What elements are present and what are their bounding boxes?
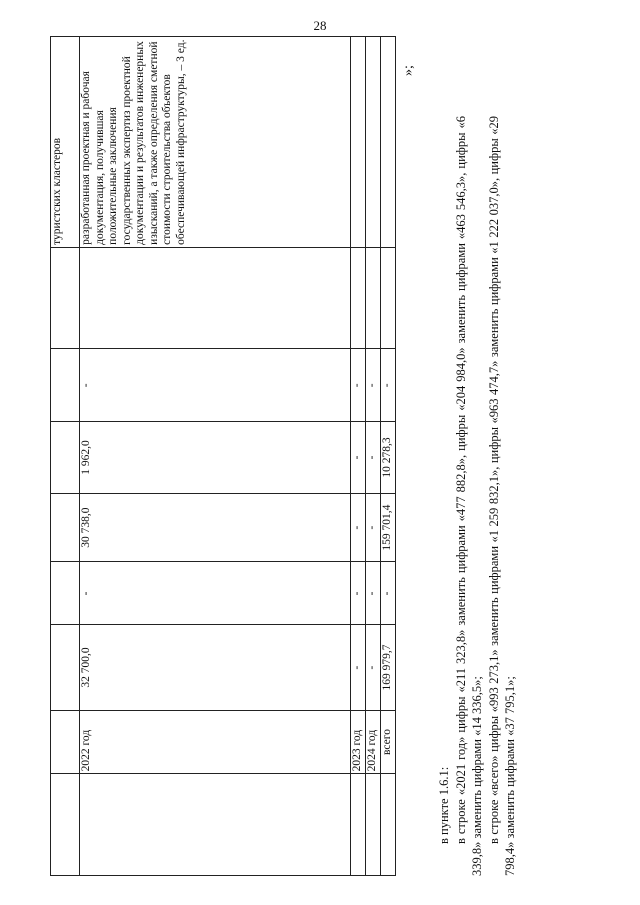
table-cell: 159 701,4 xyxy=(381,493,396,562)
table-cell: - xyxy=(366,493,381,562)
total-label: всего xyxy=(381,710,396,774)
year-cell: 2022 год xyxy=(80,710,351,774)
page-number: 28 xyxy=(313,18,327,33)
table-cell: 1 962,0 xyxy=(80,422,351,494)
table-cell: - xyxy=(351,422,366,494)
table-cell: 32 700,0 xyxy=(80,625,351,710)
table-cell: 169 979,7 xyxy=(381,625,396,710)
program-table xyxy=(50,36,396,876)
table-cell: - xyxy=(80,349,351,422)
table-cell: - xyxy=(351,625,366,710)
table-cell: - xyxy=(351,349,366,422)
table-cell: - xyxy=(366,349,381,422)
rotated-content xyxy=(50,36,570,876)
table-cell: - xyxy=(381,349,396,422)
table-cell: - xyxy=(351,493,366,562)
closing-quote: »; xyxy=(401,65,416,76)
table-cell: - xyxy=(366,422,381,494)
year-cell: 2023 год xyxy=(351,710,366,774)
paragraph: в пункте 1.6.1: xyxy=(437,766,451,844)
table-row xyxy=(80,37,351,876)
paragraph: в строке «всего» цифры «993 273,1» заменить цифрами «1 259 832,1», цифры «963 474,7» заменить цифрами «1 222 037,0», цифры «29 798,4» заменить цифрами «37 795,1»; xyxy=(486,116,517,876)
year-cell: 2024 год xyxy=(366,710,381,774)
table-cell: - xyxy=(80,562,351,625)
amendment-text xyxy=(436,116,519,876)
table-cell: - xyxy=(381,562,396,625)
table-cell: 10 278,3 xyxy=(381,422,396,494)
table-row xyxy=(381,37,396,876)
table-row xyxy=(366,37,381,876)
result-cell: разработанная проектная и рабочая документация, получившая положительные заключения государственных экспертиз проектной документации и результатов инженерных изысканий, а также определения сметной стоимости строительства объектов обеспечивающей инфраструктуры, – 3 ед. xyxy=(80,37,351,248)
table-cell: - xyxy=(366,562,381,625)
table-cell: - xyxy=(366,625,381,710)
paragraph: в строке «2021 год» цифры «211 323,8» заменить цифрами «477 882,8», цифры «204 984,0» заменить цифрами «463 546,3», цифры «6 339,8» заменить цифрами «14 336,5»; xyxy=(453,116,484,876)
table-row xyxy=(51,37,80,876)
table-cell: - xyxy=(351,562,366,625)
table-cell: 30 738,0 xyxy=(80,493,351,562)
table-cell: туристских кластеров xyxy=(51,37,80,248)
table-row xyxy=(351,37,366,876)
